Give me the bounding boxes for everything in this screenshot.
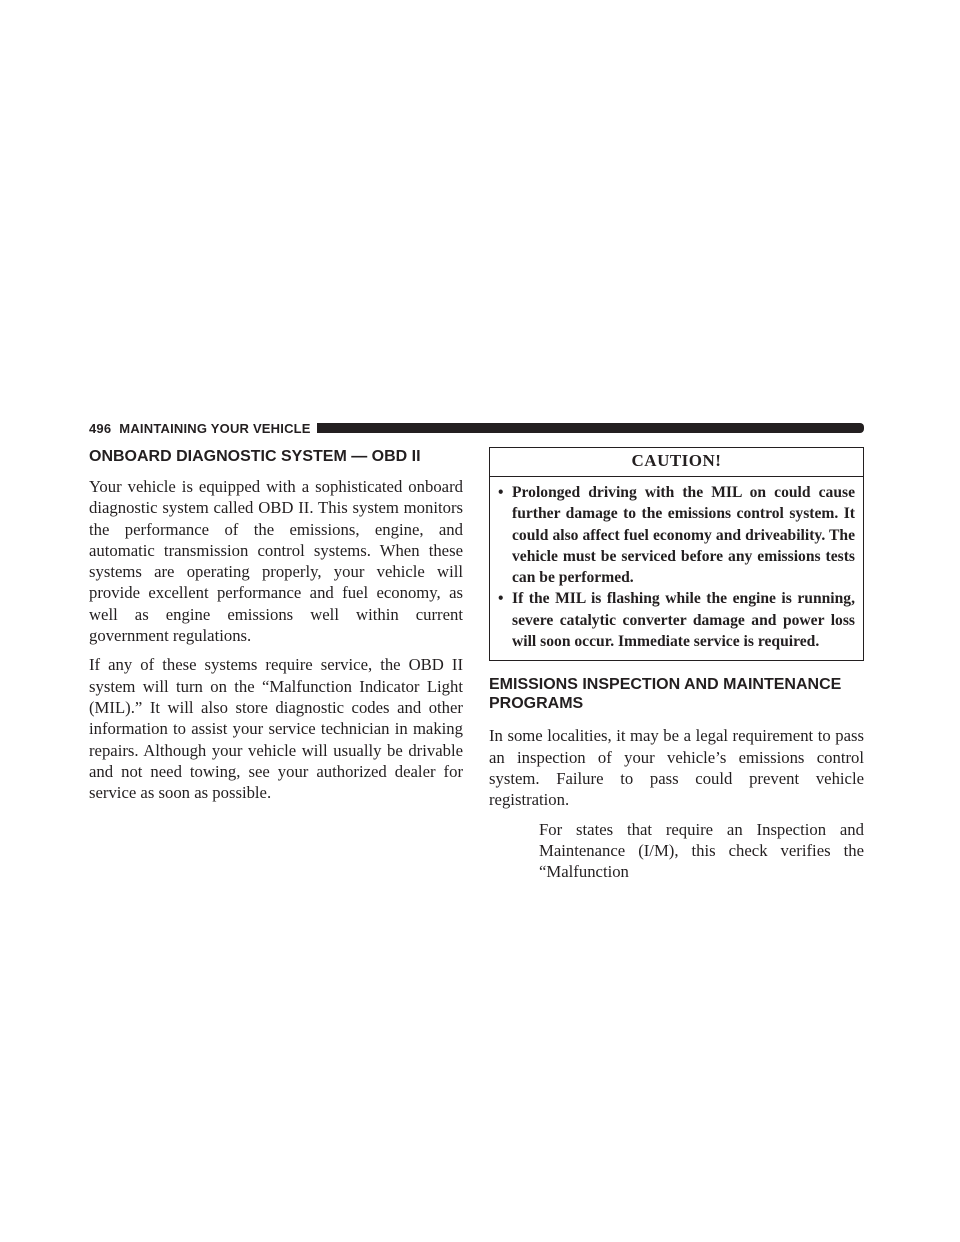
caution-item-text: Prolonged driving with the MIL on could cause further damage to the emissions control system. It could also affect fuel economy and driveability. The vehicle must be serviced before any emissions tests can be performed. xyxy=(512,484,855,587)
right-column xyxy=(489,447,864,882)
emissions-paragraph: In some localities, it may be a legal requirement to pass an inspection of your vehicle’s emissions control system. Failure to pass could prevent vehicle registration. xyxy=(489,726,864,810)
obd-heading: ONBOARD DIAGNOSTIC SYSTEM — OBD II xyxy=(89,448,421,465)
header-rule xyxy=(317,423,864,433)
caution-item xyxy=(498,588,855,652)
page-number: 496 xyxy=(89,420,112,436)
caution-item xyxy=(498,482,855,588)
obd-paragraph-1: Your vehicle is equipped with a sophisticated onboard diagnostic system called OBD II. This system monitors the performance of the emissions, engine, and automatic transmission control systems. When these systems are operating properly, your vehicle will provide excellent performance and fuel economy, as well as engine emissions well within current government regulations. xyxy=(89,477,463,646)
caution-item-text: If the MIL is flashing while the engine is running, severe catalytic converter damage and power loss will soon occur. Immediate service is required. xyxy=(512,590,855,651)
page-header xyxy=(89,418,864,438)
caution-box xyxy=(489,447,864,661)
left-column xyxy=(89,447,463,811)
obd-paragraph-2: If any of these systems require service, the OBD II system will turn on the “Malfunction Indicator Light (MIL).” It will also store diagnostic codes and other information to assist your service technician in making repairs. Although your vehicle will usually be drivable and not need towing, see your authorized dealer for service as soon as possible. xyxy=(89,655,463,803)
emissions-indented-paragraph: For states that require an Inspection and Maintenance (I/M), this check verifies the “Malfunction xyxy=(539,819,864,882)
emissions-heading: EMISSIONS INSPECTION AND MAINTENANCE PROGRAMS xyxy=(489,676,842,713)
bullet-icon: • xyxy=(498,484,504,501)
section-title: MAINTAINING YOUR VEHICLE xyxy=(119,420,311,436)
caution-title: CAUTION! xyxy=(490,448,863,477)
bullet-icon: • xyxy=(498,590,504,608)
